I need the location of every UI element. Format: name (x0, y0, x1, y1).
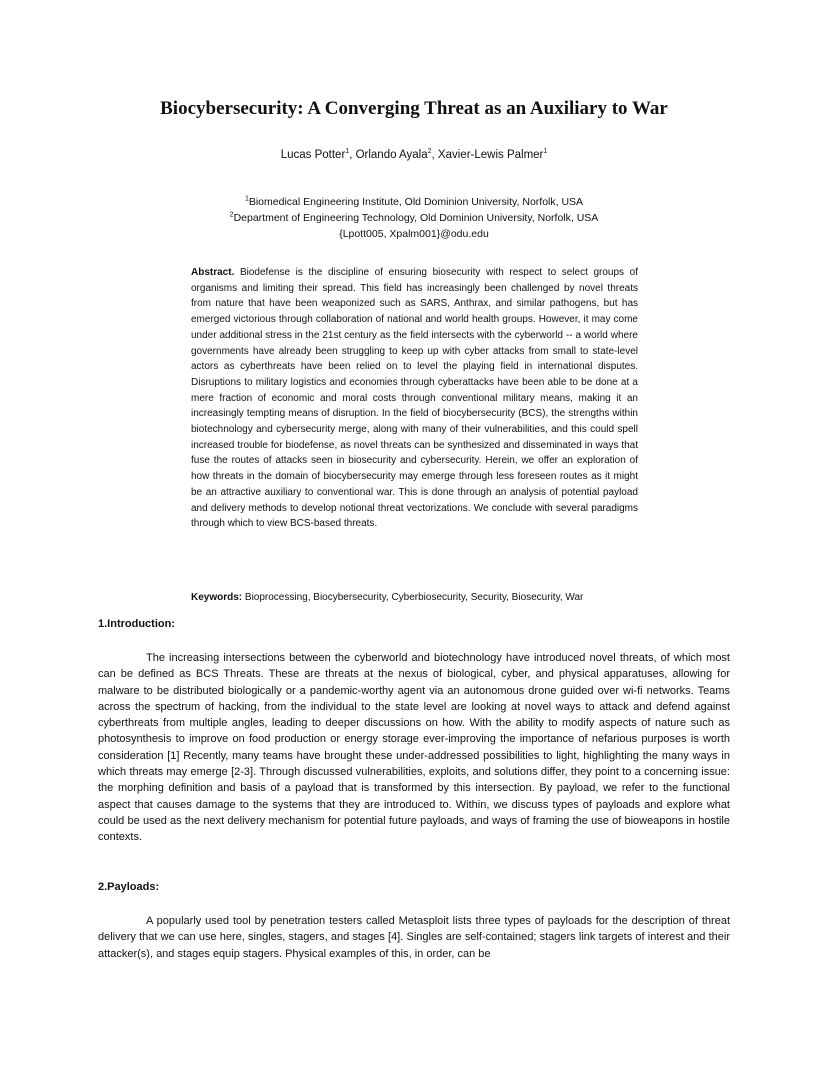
section-heading-payloads: 2.Payloads: (98, 881, 160, 893)
affiliation-mark: 2 (229, 211, 234, 219)
abstract-text: Biodefense is the discipline of ensuring biosecurity with respect to select groups of organisms and limiting their spread. This field has increasingly been challenged by novel threats from nature that have been weaponized such as SARS, Anthrax, and similar pathogens, but has emerged victorious through collaboration of national and world health groups. However, it may come under additional stress in the 21st century as the field intersects with the cyberworld -- a world where governments have already been struggling to keep up with cyber attacks from small to state-level actors as cyberthreats have been relied on to level the playing field in international disputes. Disruptions to military logistics and economies through cyberattacks have been able to be done at a mere fraction of economic and moral costs through conventional military means, making it an increasingly tempting means of disruption. In the field of biocybersecurity (BCS), the strengths within biotechnology and cybersecurity merge, along with many of their vulnerabilities, and this could spell increased trouble for biodefense, as novel threats can be synthesized and disseminated in ways that fuse the routes of attacks seen in biosecurity and cybersecurity. Herein, we offer an exploration of how threats in the domain of biocybersecurity may emerge through less foreseen routes as it might be an attractive auxiliary to conventional war. This is done through an analysis of potential payload and delivery methods to develop notional threat vectorizations. We conclude with several paradigms through which to view BCS-based threats. (191, 267, 638, 530)
abstract-label: Abstract. (191, 267, 235, 278)
affiliation-text: Biomedical Engineering Institute, Old Dominion University, Norfolk, USA (248, 196, 584, 208)
affiliations (0, 194, 828, 242)
abstract (191, 265, 638, 532)
author-affiliation-mark: 2 (427, 148, 432, 156)
author-affiliation-mark: 1 (543, 148, 548, 156)
author-separator: , (431, 149, 438, 161)
introduction-paragraph: The increasing intersections between the cyberworld and biotechnology have introduced novel threats, of which most can be defined as BCS Threats. These are threats at the nexus of biological, cyber, and physical apparatuses, allowing for malware to be distributed biologically or a pandemic-worthy agent via an autonomous drone guided over wi-fi networks. Teams across the spectrum of hacking, from the individual to the state level are looking at novel ways to attack and defend against cyberthreats from multiple angles, leading to deeper discussions on how. With the ability to modify aspects of nature such as photosynthesis to improve on food production or energy storage ever-improving the importance of nefarious purposes is worth consideration [1] Recently, many teams have brought these under-addressed possibilities to light, highlighting the many ways in which threats may emerge [2-3]. Through discussed vulnerabilities, exploits, and solutions differ, they point to a concerning issue: the morphing definition and basis of a payload that is transformed by this intersection. By payload, we refer to the functional aspect that causes damage to the systems that they are introduced to. Within, we discuss types of payloads and explore what could be used as the next delivery mechanism for potential future payloads, and ways of framing the use of bioweapons in hostile contexts. (98, 652, 730, 844)
section-heading-introduction: 1.Introduction: (98, 618, 175, 630)
author-name: Lucas Potter (280, 149, 346, 161)
affiliation-text: Department of Engineering Technology, Old Dominion University, Norfolk, USA (233, 212, 599, 224)
author-name: Xavier-Lewis Palmer (437, 149, 544, 161)
paper-title: Biocybersecurity: A Converging Threat as an Auxiliary to War (160, 98, 668, 119)
payloads-paragraph: A popularly used tool by penetration testers called Metasploit lists three types of payloads for the description of threat delivery that we can use here, singles, stagers, and stages [4]. Singles are self-contained; stagers link targets of interest and their attacker(s), and stages equip stagers. Physical examples of this, in order, can be (98, 915, 730, 960)
author-line (0, 149, 828, 161)
keywords-label: Keywords: (191, 592, 243, 603)
author-name: Orlando Ayala (355, 149, 428, 161)
affiliation-line (0, 194, 828, 210)
keywords-text: Bioprocessing, Biocybersecurity, Cyberbiosecurity, Security, Biosecurity, War (242, 592, 584, 603)
affiliation-mark: 1 (244, 195, 249, 203)
affiliation-line (0, 210, 828, 226)
author-emails: {Lpott005, Xpalm001}@odu.edu (339, 228, 489, 240)
keywords (191, 590, 651, 605)
author-separator: , (349, 149, 356, 161)
author-affiliation-mark: 1 (345, 148, 350, 156)
